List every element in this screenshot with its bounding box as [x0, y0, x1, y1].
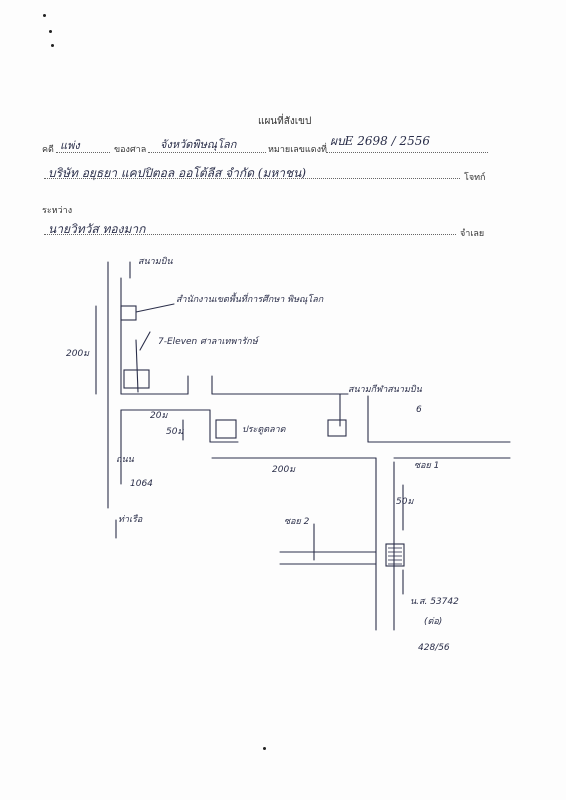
label-office: สำนักงานเขตพื้นที่การศึกษา พิษณุโลก: [176, 295, 324, 305]
label-road-bottom: ท่าเรือ: [118, 515, 143, 525]
court-label: ของศาล: [114, 145, 147, 155]
field-marker: [328, 420, 346, 436]
pointer-to-seven-eleven: [136, 340, 138, 392]
pointer-to-seven-eleven-arrow: [140, 332, 150, 350]
seven-eleven-marker: [124, 370, 149, 388]
defendant-label: จำเลย: [460, 229, 485, 239]
office-building-marker: [121, 306, 136, 320]
label-title-deed-suffix: (ต่อ): [424, 617, 443, 627]
market-gate-marker: [216, 420, 236, 438]
label-case-ref: 428/56: [418, 643, 450, 653]
label-road-name: ถนน: [116, 455, 134, 465]
document-title: แผนที่สังเขป: [258, 116, 312, 127]
label-soi-1: ซอย 1: [414, 461, 440, 471]
label-distance-20m: 20ม: [150, 411, 168, 421]
label-market-gate: ประตูตลาด: [242, 425, 286, 435]
label-road-top: สนามบิน: [138, 257, 173, 267]
label-distance-50m-right: 50ม: [396, 497, 414, 507]
pointer-to-office: [136, 304, 174, 312]
red-case-number-value: ผบE 2698 / 2556: [330, 134, 430, 148]
label-field-number: 6: [416, 405, 422, 415]
between-label: ระหว่าง: [42, 206, 73, 216]
label-distance-200m-soi: 200ม: [272, 465, 296, 475]
land-plot-marker: [386, 544, 404, 566]
label-field: สนามกีฬาสนามบิน: [348, 385, 422, 395]
case-label: คดี: [42, 145, 54, 155]
red-case-number-label: หมายเลขแดงที่: [268, 145, 327, 155]
plaintiff-label: โจทก์: [464, 173, 486, 183]
label-soi-2: ซอย 2: [284, 517, 310, 527]
label-seven-eleven: 7-Eleven ศาลาเทพารักษ์: [158, 337, 258, 347]
label-road-number: 1064: [130, 479, 153, 489]
label-distance-50m: 50ม: [166, 427, 184, 437]
defendant-value: นายวิทวัส ทองมาก: [48, 222, 146, 236]
label-title-deed: น.ส. 53742: [410, 597, 459, 607]
plaintiff-value: บริษัท อยุธยา แคปปิตอล ออโต้ลีส จำกัด (มหาชน): [48, 166, 307, 180]
court-value: จังหวัดพิษณุโลก: [160, 138, 237, 151]
label-distance-200m: 200ม: [66, 349, 90, 359]
case-type-value: แพ่ง: [60, 139, 80, 152]
